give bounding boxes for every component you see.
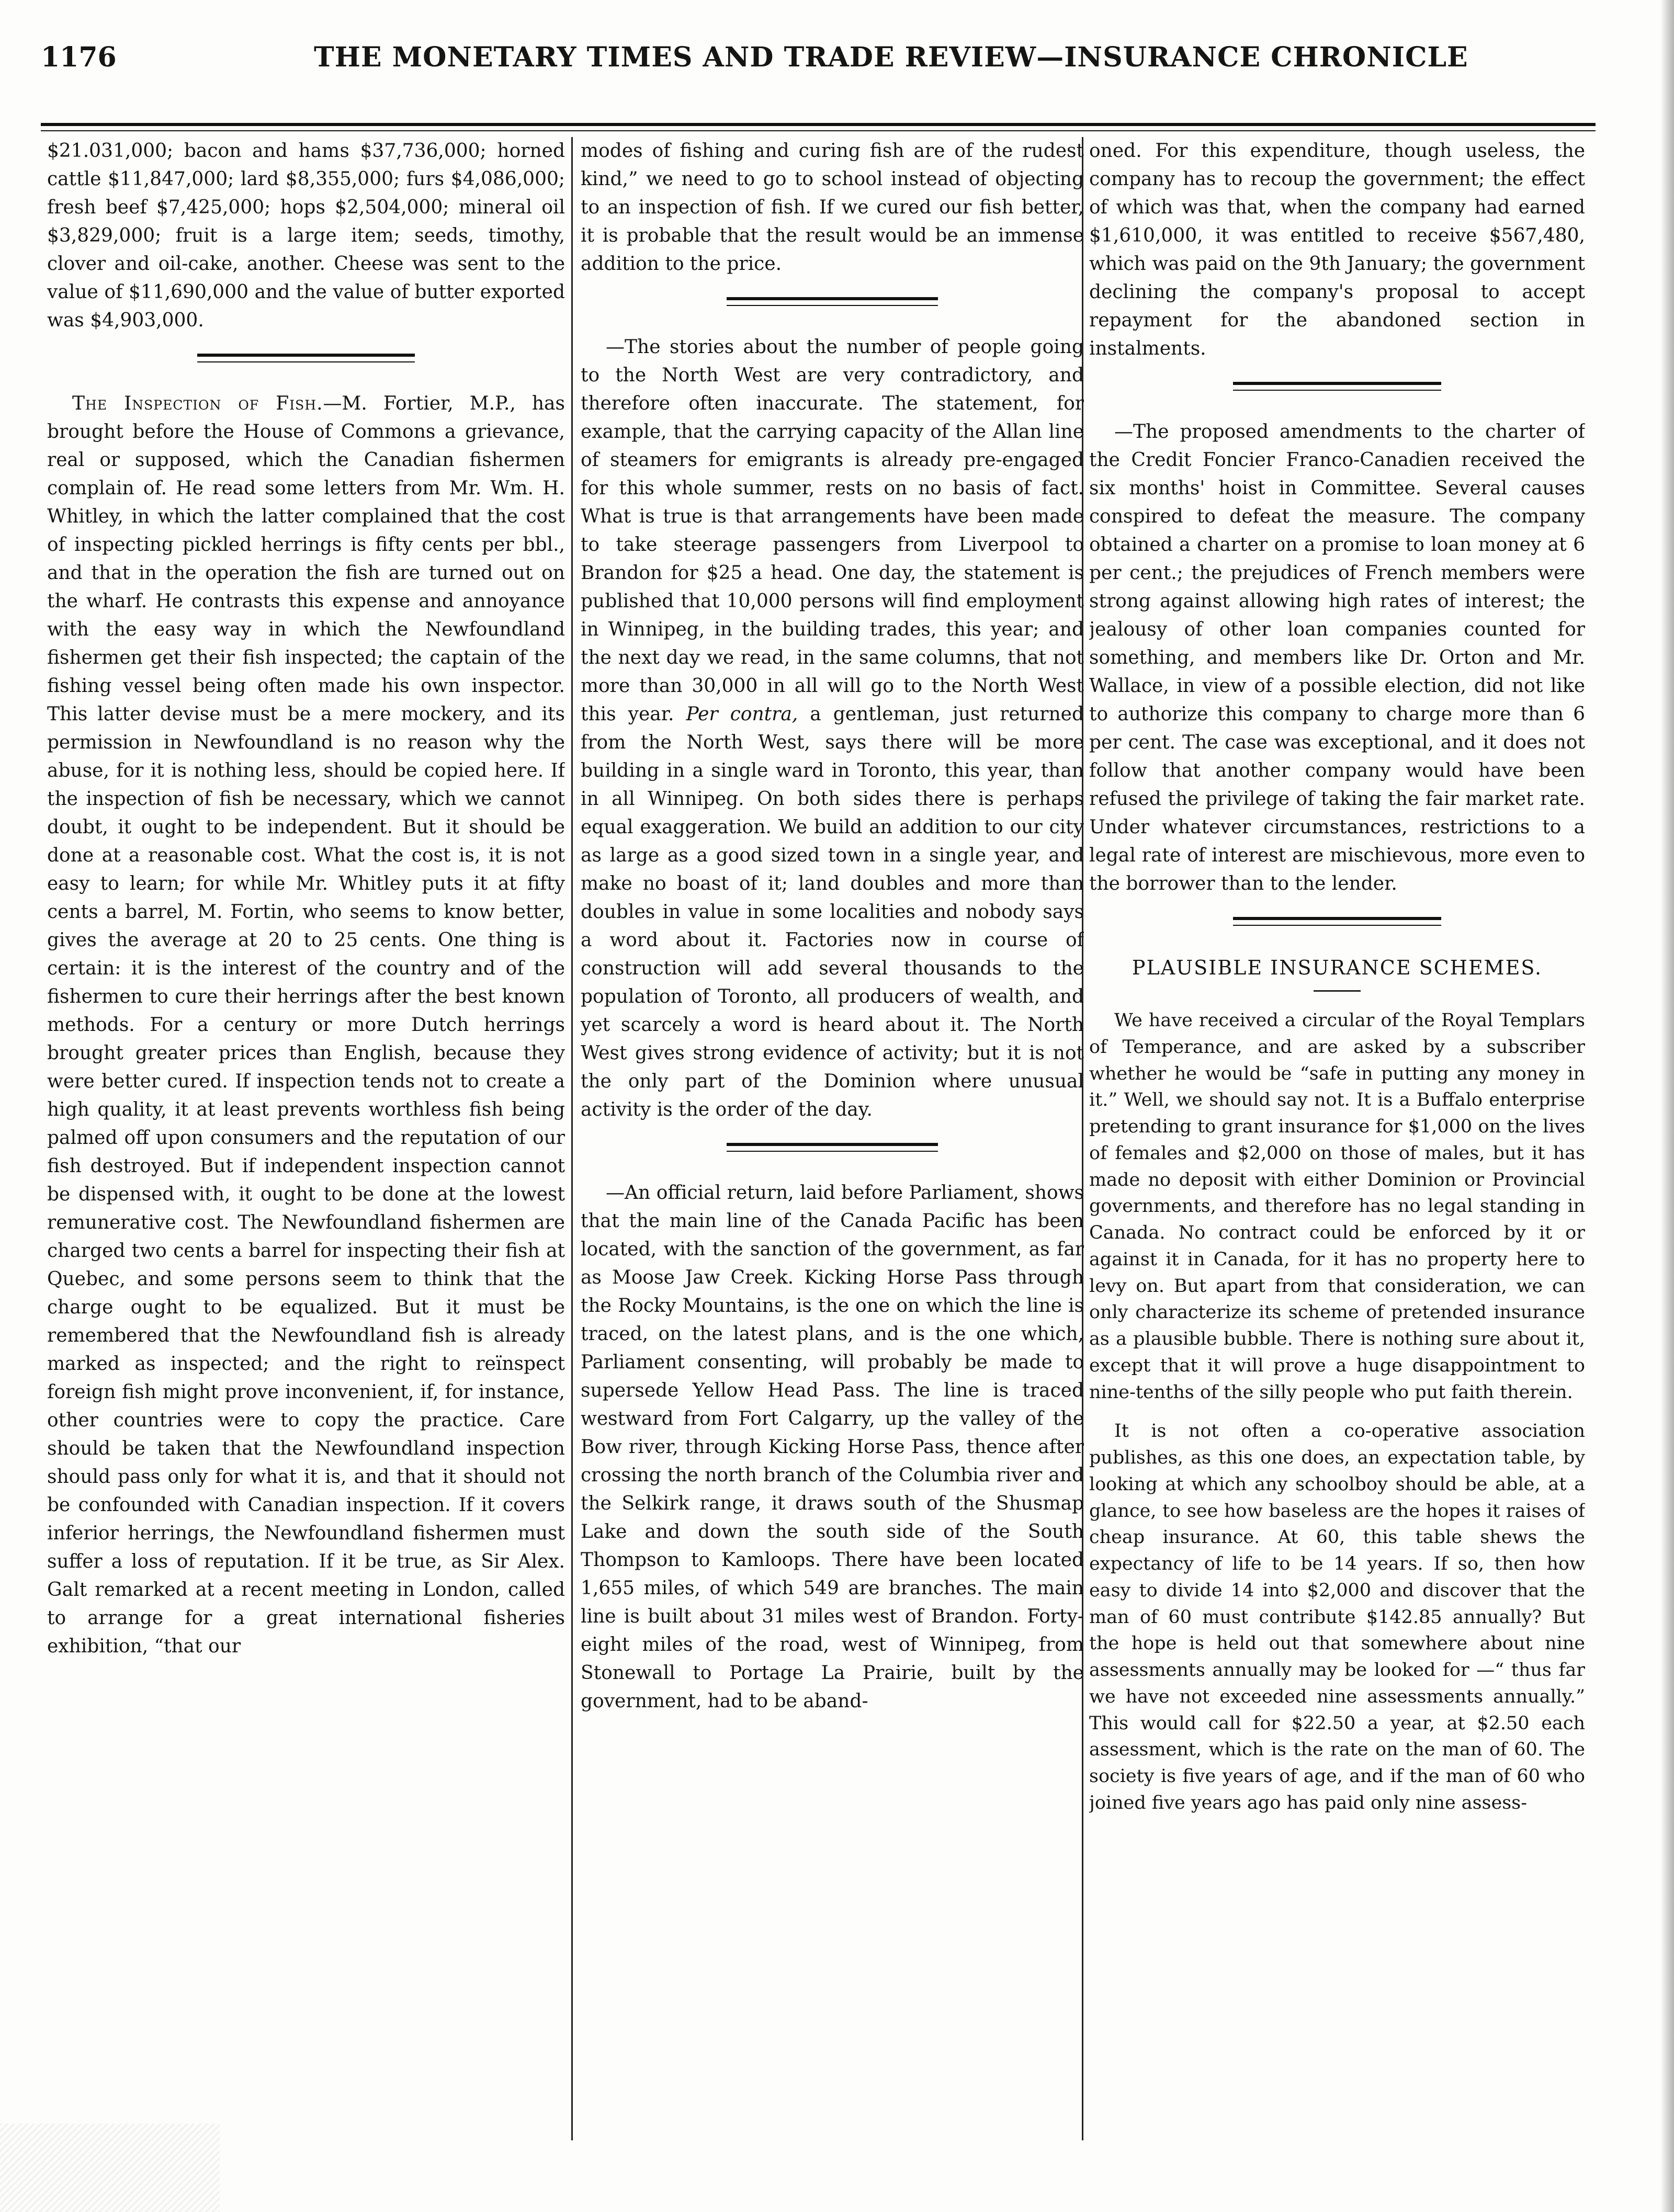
trade-exports-paragraph: $21.031,000; bacon and hams $37,736,000; horned cattle $11,847,000; lard $8,355,000; furs $4,086,000; fresh beef $7,425,000; hops $2,504,000; mineral oil $3,829,000; fruit is a large item; seeds, timothy, clover and oil-cake, another. Cheese was sent to the value of $11,690,000 and the value of butter exported was $4,903,000.: [47, 140, 565, 331]
canada-pacific-article: —An official return, laid before Parliament, shows that the main line of the Canada Pacific has been located, with the sanction of the government, as far as Moose Jaw Creek. Kicking Horse Pass through the Rocky Mountains, is the one on which the line is traced, on the latest plans, and is the one which, Parliament consenting, will probably be made to supersede Yellow Head Pass. The line is traced westward from Fort Calgarry, up the valley of the Bow river, through Kicking Horse Pass, thence after crossing the north branch of the Columbia river and the Selkirk range, it draws south of the Shusmap Lake and down the south side of the South Thompson to Kamloops. There have been located 1,655 miles, of which 549 are branches. The main line is built about 31 miles west of Brandon. Forty-eight miles of the road, west of Winnipeg, from Stonewall to Portage La Prairie, built by the government, had to be aband-: [581, 1182, 1084, 1712]
canada-pacific-continuation: oned. For this expenditure, though useless, the company has to recoup the government; the effect of which was that, when the company had earned $1,610,000, it was entitled to receive $567,480, which was paid on the 9th January; the government declining the company's proposal to accept repayment for the abandoned section in instalments.: [1089, 140, 1585, 359]
section-separator: [1233, 382, 1441, 391]
insurance-schemes-paragraph-2: It is not often a co-operative association publishes, as this one does, an expectation table, by looking at which any schoolboy should be able, at a glance, to see how baseless are the hopes it raises of cheap insurance. At 60, this table shews the expectancy of life to be 14 years. If so, then how easy to divide 14 into $2,000 and discover that the man of 60 must contribute $142.85 annually? But the hope is held out that somewhere about nine assessments annually may be looked for —“ thus far we have not exceeded nine assessments annually.” This would call for $22.50 a year, at $2.50 each assessment, which is the rate on the man of 60. The society is five years of age, and if the man of 60 who joined five years ago has paid only nine assess-: [1089, 1421, 1585, 1813]
article-body-rest: a gentleman, just returned from the North West, says there will be more building in a single ward in Toronto, this year, than in all Winnipeg. On both sides there is perhaps equal exaggeration. We build an addition to our city as large as a good sized town in a single year, and make no boast of it; land doubles and more than doubles in value in some localities and nobody says a word about it. Factories now in course of construction will add several thousands to the population of Toronto, all producers of wealth, and yet scarcely a word is heard about it. The North West gives strong evidence of activity; but it is not the only part of the Dominion where unusual activity is the order of the day.: [581, 704, 1084, 1120]
section-separator: [197, 354, 415, 362]
column-1: [47, 137, 565, 2185]
inspection-of-fish-article: [47, 390, 565, 1661]
column-divider-1: [571, 137, 573, 2140]
header-rule-thin: [41, 130, 1596, 131]
insurance-schemes-paragraph-1: We have received a circular of the Royal Templars of Temperance, and are asked by a subscriber whether he would be “safe in putting any money in it.” Well, we should say not. It is a Buffalo enterprise pretending to grant insurance for $1,000 on the lives of females and $2,000 on those of males, but it has made no deposit with either Dominion or Provincial governments, and therefore has no legal standing in Canada. No contract could be enforced by it or against it in Canada, for it has no property here to levy on. But apart from that consideration, we can only characterize its scheme of pretended insurance as a plausible bubble. There is nothing sure about it, except that it will prove a huge disappointment to nine-tenths of the silly people who put faith therein.: [1089, 1010, 1585, 1403]
page-number: 1176: [41, 41, 117, 73]
scan-edge-shadow: [1660, 0, 1674, 2212]
heading-rule: [1314, 990, 1361, 992]
scan-speckle: [0, 2124, 220, 2212]
section-separator: [1233, 917, 1441, 926]
article-heading: PLAUSIBLE INSURANCE SCHEMES.: [1132, 956, 1543, 979]
credit-foncier-article: —The proposed amendments to the charter of the Credit Foncier Franco-Canadien received the six months' hoist in Committee. Several causes conspired to defeat the measure. The company obtained a charter on a promise to loan money at 6 per cent.; the prejudices of French members were strong against allowing high rates of interest; the jealousy of other loan companies counted for something, and members like Dr. Orton and Mr. Wallace, in view of a possible election, did not like to authorize this company to charge more than 6 per cent. The case was exceptional, and it does not follow that another company would have been refused the privilege of taking the fair market rate. Under whatever circumstances, restrictions to a legal rate of interest are mischievous, more even to the borrower than to the lender.: [1089, 421, 1585, 894]
section-separator: [727, 297, 938, 306]
header-rule-thick: [41, 123, 1596, 126]
column-2: [581, 137, 1084, 2185]
fish-curing-continuation: modes of fishing and curing fish are of the rudest kind,” we need to go to school instead of objecting to an inspection of fish. If we cured our fish better, it is probable that the result would be an immense addition to the price.: [581, 140, 1084, 275]
section-separator: [727, 1143, 938, 1152]
italic-phrase: Per contra,: [686, 704, 798, 725]
article-body: —M. Fortier, M.P., has brought before the House of Commons a grievance, real or supposed, which the Canadian fishermen complain of. He read some letters from Mr. Wm. H. Whitley, in which the latter complained that the cost of inspecting pickled herrings is fifty cents per bbl., and that in the operation the fish are turned out on the wharf. He contrasts this expense and annoyance with the easy way in which the Newfoundland fishermen get their fish inspected; the captain of the fishing vessel being often made his own inspector. This latter devise must be a mere mockery, and its permission in Newfoundland is no reason why the abuse, for it is nothing less, should be copied here. If the inspection of fish be necessary, which we cannot doubt, it ought to be independent. But it should be done at a reasonable cost. What the cost is, it is not easy to learn; for while Mr. Whitley puts it at fifty cents a barrel, M. Fortin, who seems to know better, gives the average at 20 to 25 cents. One thing is certain: it is the interest of the country and of the fishermen to cure their herrings after the best known methods. For a century or more Dutch herrings brought greater prices than English, because they were better cured. If inspection tends not to create a high quality, it at least prevents worthless fish being palmed off upon consumers and the reputation of our fish destroyed. But if independent inspection cannot be dispensed with, it ought to be done at the lowest remunerative cost. The Newfoundland fishermen are charged two cents a barrel for inspecting their fish at Quebec, and some persons seem to think that the charge ought to be equalized. But it must be remembered that the Newfoundland fish is already marked as inspected; and the right to reïnspect foreign fish might prove inconvenient, if, for instance, other countries were to copy the practice. Care should be taken that the Newfoundland inspection should pass only for what it is, and that it should not be confounded with Canadian inspection. If it covers inferior herrings, the Newfoundland fishermen must suffer a loss of reputation. If it be true, as Sir Alex. Galt remarked at a recent meeting in London, called to arrange for a great international fisheries exhibition, “that our: [47, 393, 565, 1657]
column-3: [1089, 137, 1585, 2185]
running-title: THE MONETARY TIMES AND TRADE REVIEW—INSURANCE CHRONICLE: [314, 41, 1468, 73]
article-lead-title: The Inspection of Fish.: [72, 393, 323, 414]
article-body: —The stories about the number of people going to the North West are very contradictory, and therefore often inaccurate. The statement, for example, that the carrying capacity of the Allan line of steamers for emigrants is already pre-engaged for this whole summer, rests on no basis of fact. What is true is that arrangements have been made to take steerage passengers from Liverpool to Brandon for $25 a head. One day, the statement is published that 10,000 persons will find employment in Winnipeg, in the building trades, this year; and the next day we read, in the same columns, that not more than 30,000 in all will go to the North West this year.: [581, 336, 1084, 725]
north-west-article: [581, 333, 1084, 1124]
